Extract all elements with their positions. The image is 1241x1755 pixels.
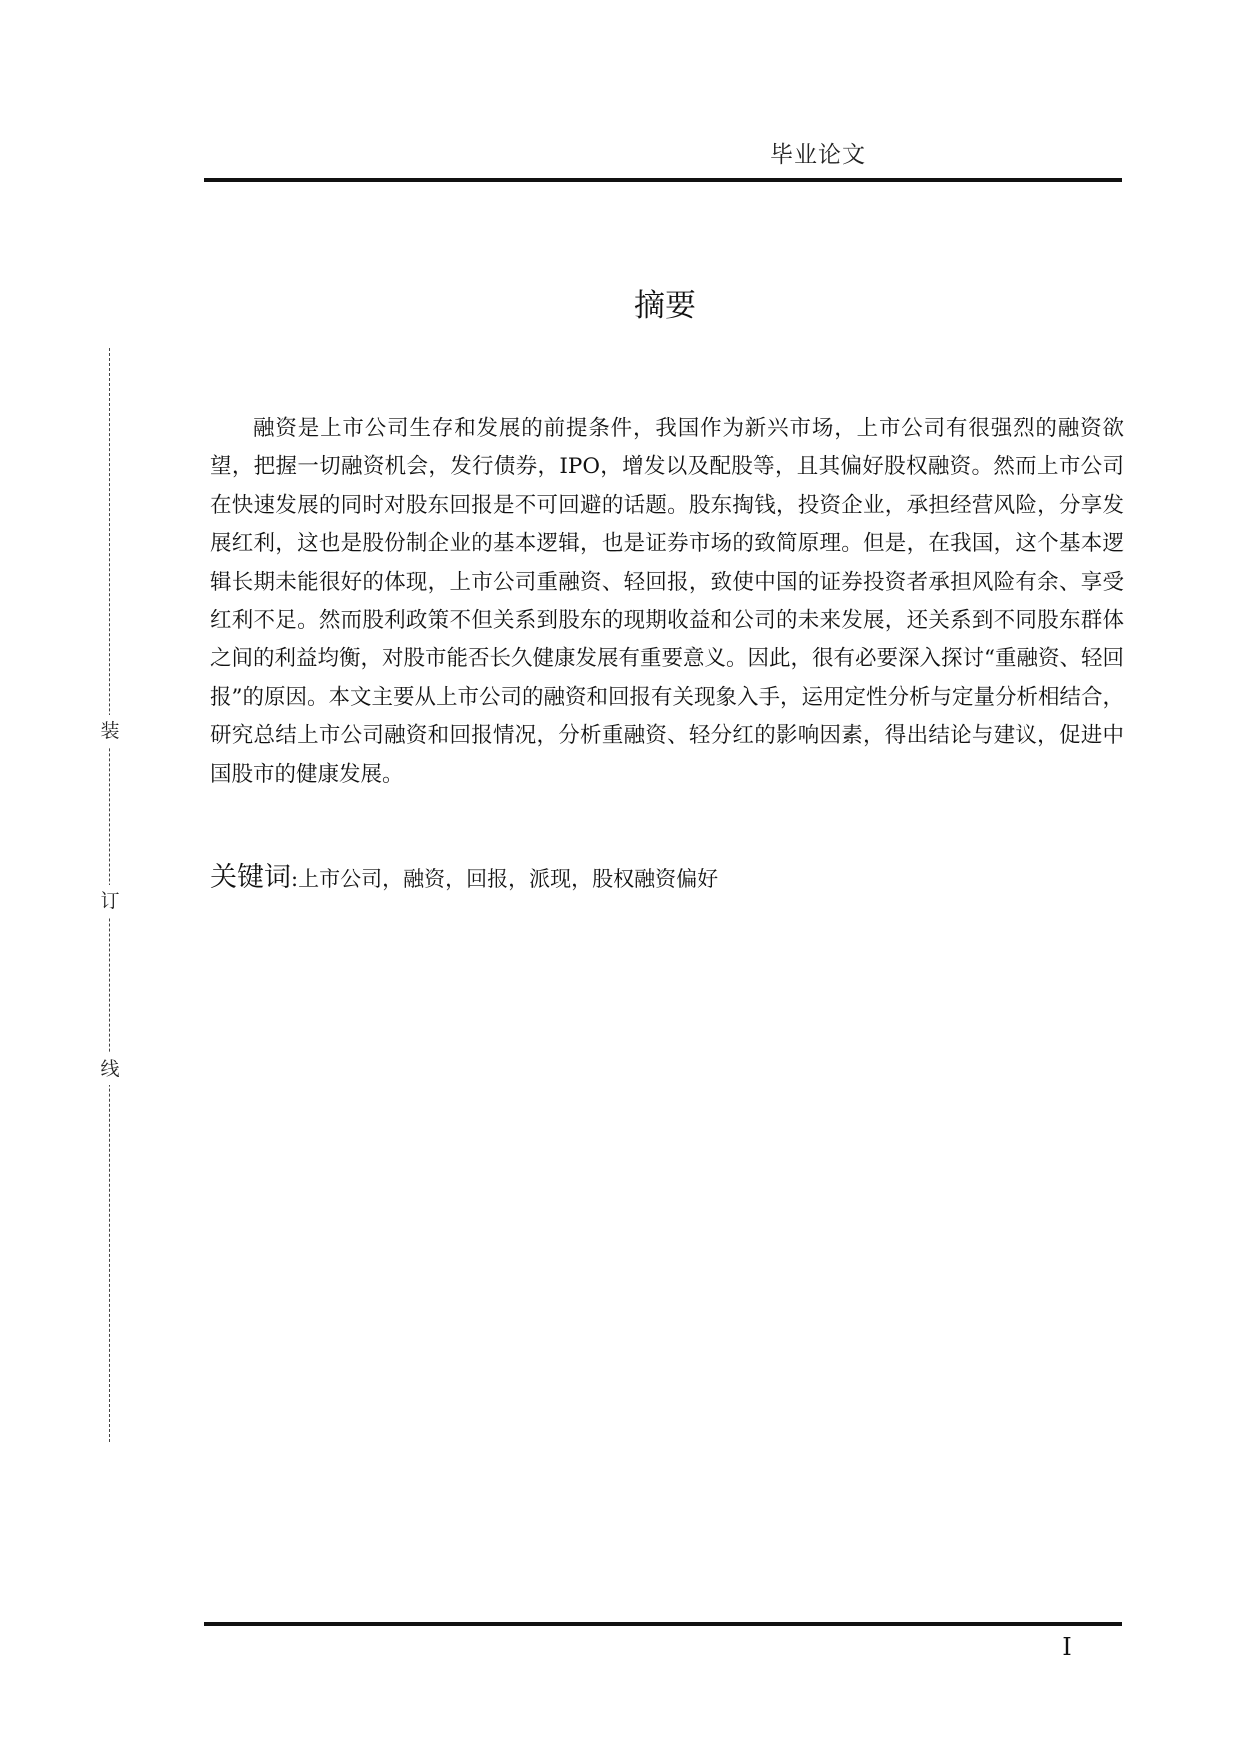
footer-rule [204, 1622, 1122, 1626]
keywords-line [210, 860, 1124, 897]
abstract-body: 融资是上市公司生存和发展的前提条件，我国作为新兴市场，上市公司有很强烈的融资欲望，把握一切融资机会，发行债券，IPO，增发以及配股等，且其偏好股权融资。然而上市公司在快速发展的同时对股东回报是不可回避的话题。股东掏钱，投资企业，承担经营风险，分享发展红利，这也是股份制企业的基本逻辑，也是证券市场的致简原理。但是，在我国，这个基本逻辑长期未能很好的体现，上市公司重融资、轻回报，致使中国的证券投资者承担风险有余、享受红利不足。然而股利政策不但关系到股东的现期收益和公司的未来发展，还关系到不同股东群体之间的利益均衡，对股市能否长久健康发展有重要意义。因此，很有必要深入探讨“重融资、轻回报”的原因。本文主要从上市公司的融资和回报有关现象入手，运用定性分析与定量分析相结合，研究总结上市公司融资和回报情况，分析重融资、轻分红的影响因素，得出结论与建议，促进中国股市的健康发展。 [210, 416, 1124, 787]
abstract-title: 摘要 [634, 288, 696, 324]
page-number: I [1062, 1633, 1072, 1661]
keywords-label: 关键词 [210, 862, 291, 893]
running-header-title: 毕业论文 [770, 142, 866, 168]
keywords-value: 上市公司，融资，回报，派现，股权融资偏好 [298, 867, 719, 891]
binding-char-zhuang: 装 [98, 715, 122, 747]
binding-char-xian: 线 [98, 1053, 122, 1085]
header-rule [204, 178, 1122, 182]
keywords-separator: : [291, 867, 299, 891]
binding-char-ding: 订 [98, 885, 122, 917]
